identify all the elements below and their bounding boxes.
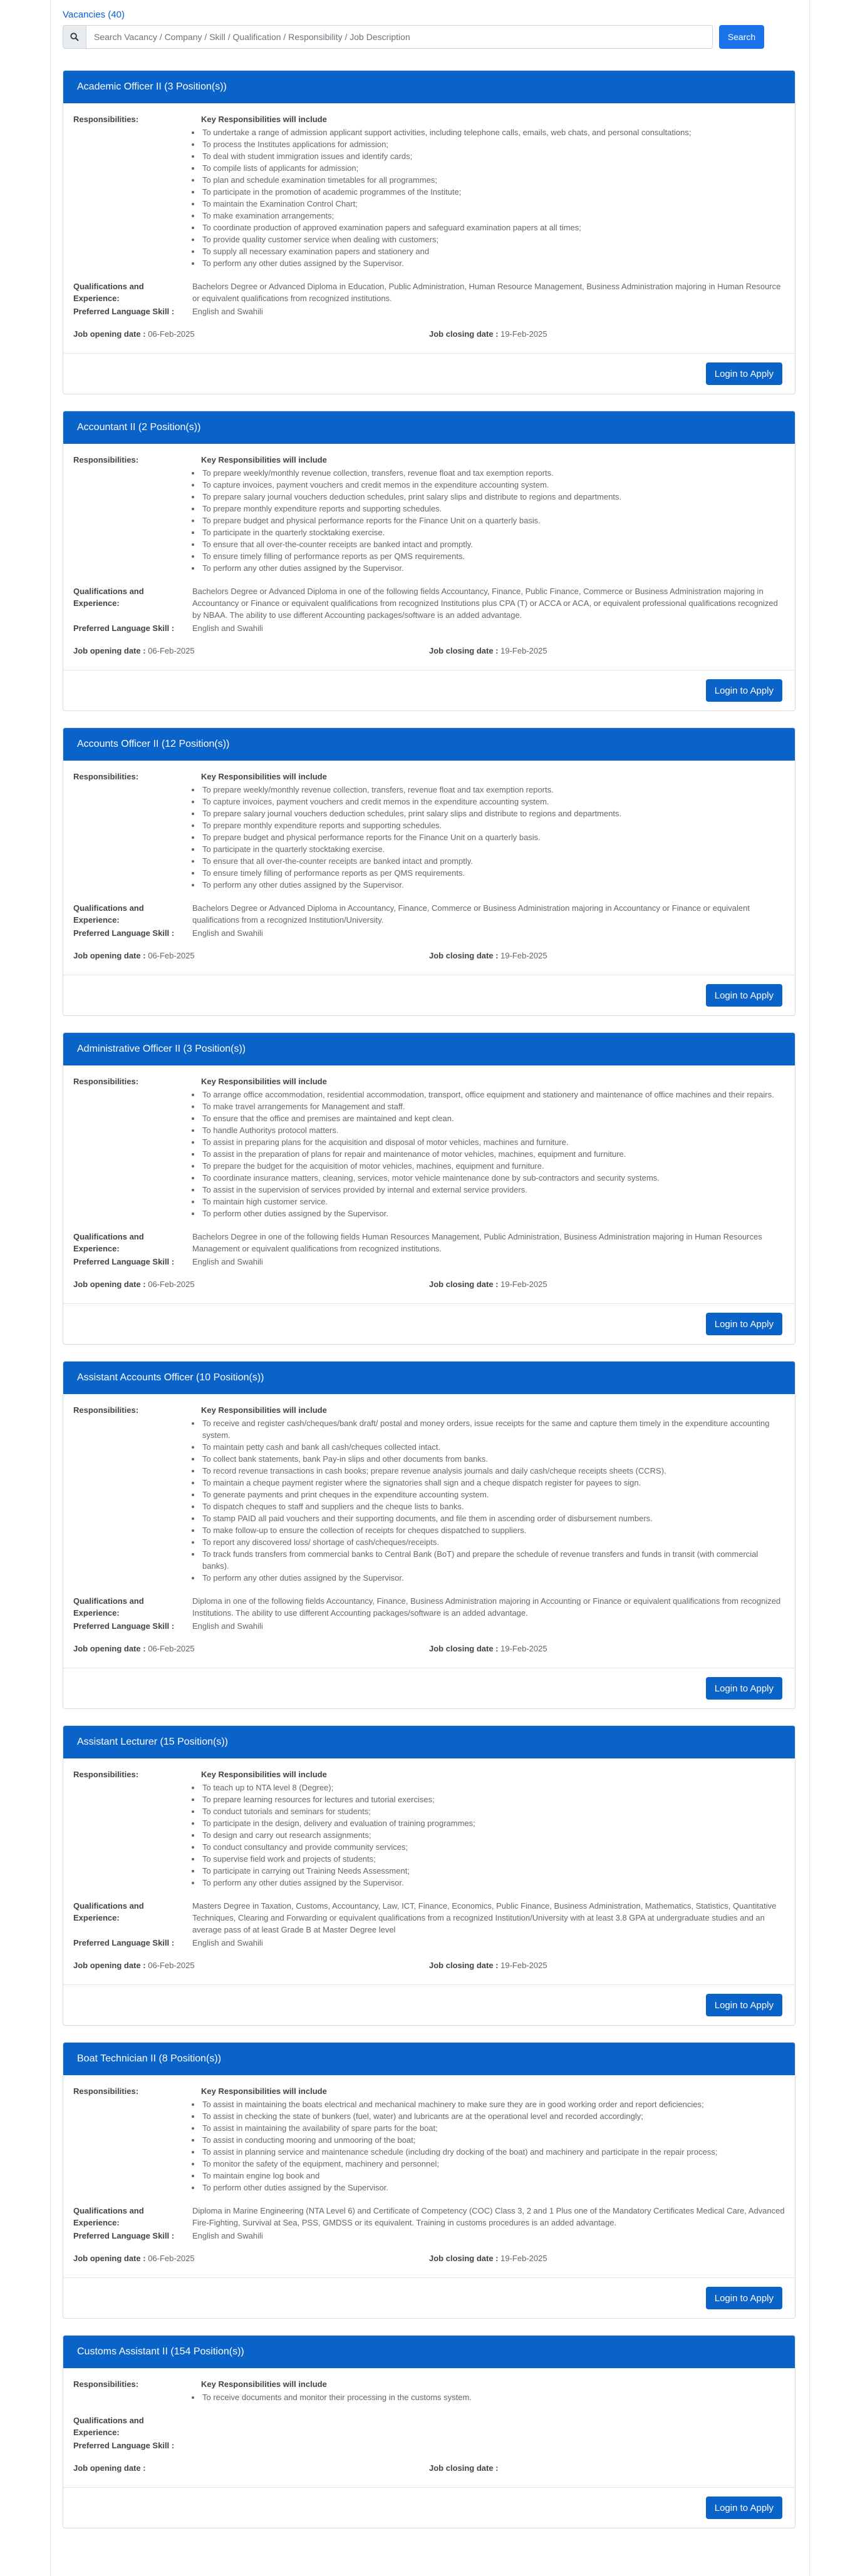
opening-date: Job opening date : 06-Feb-2025 — [73, 2254, 195, 2263]
vacancy-footer — [63, 2277, 795, 2318]
responsibility-item: • To assist in preparing plans for the acquisition and disposal of motor vehicles, machines and furniture. — [201, 1136, 785, 1148]
responsibility-item: • To prepare weekly/monthly revenue collection, transfers, revenue float and tax exemption reports. — [201, 784, 785, 796]
responsibility-item: • To generate payments and print cheques in the expenditure accounting system. — [201, 1489, 785, 1501]
vacancy-details — [63, 444, 795, 657]
responsibility-item: • To maintain the Examination Control Chart; — [201, 198, 785, 210]
responsibilities-label: Responsibilities: — [73, 115, 139, 124]
vacancy-details — [63, 103, 795, 341]
qualifications-label: Qualifications and Experience: — [73, 282, 144, 303]
vacancy-footer — [63, 1984, 795, 2025]
responsibilities-heading: Key Responsibilities will include — [201, 1770, 327, 1779]
responsibility-item: • To coordinate insurance matters, cleaning, services, motor vehicle maintenance done by sub-contractors and security systems. — [201, 1172, 785, 1184]
responsibility-item: • To receive documents and monitor their processing in the customs system. — [201, 2391, 785, 2403]
responsibilities-label: Responsibilities: — [73, 1405, 139, 1415]
vacancy-title[interactable]: Assistant Accounts Officer (10 Position(s)) — [63, 1362, 795, 1394]
responsibility-item: • To ensure that all over-the-counter receipts are banked intact and promptly. — [201, 538, 785, 550]
responsibility-item: • To participate in the quarterly stocktaking exercise. — [201, 843, 785, 855]
qualifications-value: Bachelors Degree or Advanced Diploma in one of the following fields Accountancy, Finance, Public Finance, Commerce or Business Administration majoring in Accountancy or Finance or equivalent qualifications from recognized Institutions plus CPA (T) or ACCA or ACA, or equivalent professional qualifications recognized by NBAA. The ability to use different Accounting packages/software is an added advantage. — [192, 587, 778, 620]
responsibilities-heading: Key Responsibilities will include — [201, 1405, 327, 1415]
login-to-apply-button[interactable]: Login to Apply — [706, 2496, 782, 2519]
vacancy-card — [63, 1032, 795, 1345]
vacancy-details — [63, 1394, 795, 1655]
vacancy-title[interactable]: Academic Officer II (3 Position(s)) — [63, 71, 795, 103]
language-value — [192, 2440, 785, 2451]
opening-date: Job opening date : 06-Feb-2025 — [73, 646, 195, 655]
responsibility-item: • To perform any other duties assigned by the Supervisor. — [201, 1877, 785, 1889]
login-to-apply-button[interactable]: Login to Apply — [706, 2287, 782, 2309]
vacancy-list — [63, 70, 795, 2545]
language-label: Preferred Language Skill : — [73, 1938, 175, 1947]
responsibility-item: • To perform any other duties assigned by the Supervisor. — [201, 562, 785, 574]
qualifications-value: Masters Degree in Taxation, Customs, Accountancy, Law, ICT, Finance, Economics, Public Finance, Business Administration, Mathematics, Statistics, Quantitative Techniques, Clearing and Forwarding or equivalent qualifications from a recognized Institution/University with at least 3.8 GPA at undergraduate studies and an average pass of at least Grade B at Master Degree level — [192, 1901, 777, 1934]
responsibilities-list — [192, 784, 785, 891]
responsibilities-heading: Key Responsibilities will include — [201, 455, 327, 464]
vacancy-title[interactable]: Accounts Officer II (12 Position(s)) — [63, 728, 795, 761]
language-value: English and Swahili — [192, 928, 263, 938]
responsibilities-label: Responsibilities: — [73, 455, 139, 464]
responsibility-item: • To capture invoices, payment vouchers and credit memos in the expenditure accounting system. — [201, 796, 785, 808]
responsibility-item: • To assist in conducting mooring and unmooring of the boat; — [201, 2134, 785, 2146]
responsibility-item: • To assist in maintaining the boats electrical and mechanical machinery to make sure they are in good working order and report deficiencies; — [201, 2098, 785, 2110]
vacancy-details — [63, 1065, 795, 1291]
responsibility-item: • To report any discovered loss/ shortage of cash/cheques/receipts. — [201, 1536, 785, 1548]
qualifications-label: Qualifications and Experience: — [73, 1596, 144, 1618]
responsibilities-label: Responsibilities: — [73, 1077, 139, 1086]
responsibility-item: • To prepare weekly/monthly revenue collection, transfers, revenue float and tax exemption reports. — [201, 467, 785, 479]
responsibility-item: • To maintain engine log book and — [201, 2170, 785, 2182]
responsibilities-heading: Key Responsibilities will include — [201, 2086, 327, 2096]
vacancy-footer — [63, 353, 795, 394]
responsibility-item: • To supervise field work and projects of students; — [201, 1853, 785, 1865]
responsibility-item: • To assist in planning service and maintenance schedule (including dry docking of the boat) and machinery and participate in the repair process; — [201, 2146, 785, 2158]
responsibility-item: • To handle Authoritys protocol matters. — [201, 1124, 785, 1136]
opening-date: Job opening date : 06-Feb-2025 — [73, 329, 195, 339]
search-input[interactable] — [86, 25, 713, 49]
language-value: English and Swahili — [192, 1938, 263, 1947]
qualifications-label: Qualifications and Experience: — [73, 2206, 144, 2227]
language-value: English and Swahili — [192, 1257, 263, 1266]
responsibility-item: • To conduct consultancy and provide community services; — [201, 1841, 785, 1853]
responsibility-item: • To participate in the design, delivery and evaluation of training programmes; — [201, 1817, 785, 1829]
vacancy-title[interactable]: Accountant II (2 Position(s)) — [63, 411, 795, 444]
responsibilities-heading: Key Responsibilities will include — [201, 1077, 327, 1086]
responsibility-item: • To make follow-up to ensure the collection of receipts for cheques dispatched to suppliers. — [201, 1524, 785, 1536]
language-label: Preferred Language Skill : — [73, 1621, 175, 1631]
responsibility-item: • To prepare the budget for the acquisition of motor vehicles, machines, equipment and furniture. — [201, 1160, 785, 1172]
search-button[interactable]: Search — [719, 25, 764, 49]
responsibility-item: • To maintain a cheque payment register where the signatories shall sign and a cheque dispatch register for payees to sign. — [201, 1477, 785, 1489]
language-value: English and Swahili — [192, 2231, 263, 2240]
vacancy-card — [63, 2042, 795, 2319]
qualifications-value: Bachelors Degree or Advanced Diploma in Education, Public Administration, Human Resource Management, Business Administration majoring in Human Resource or equivalent qualifications from recognized institutions. — [192, 282, 781, 303]
qualifications-value: Diploma in Marine Engineering (NTA Level 6) and Certificate of Competency (COC) Class 3, 2 and 1 Plus one of the Mandatory Certificates Medical Care, Advanced Fire-Fighting, Survival at Sea, PSS, GMDSS or its equivalent. Training in customs procedures is an added advantage. — [192, 2206, 785, 2227]
responsibility-item: • To undertake a range of admission applicant support activities, including telephone calls, emails, web chats, and personal consultations; — [201, 126, 785, 138]
responsibilities-label: Responsibilities: — [73, 2086, 139, 2096]
responsibility-item: • To capture invoices, payment vouchers and credit memos in the expenditure accounting system. — [201, 479, 785, 491]
responsibility-item: • To plan and schedule examination timetables for all programmes; — [201, 174, 785, 186]
qualifications-label: Qualifications and Experience: — [73, 1232, 144, 1253]
search-bar — [63, 25, 795, 49]
closing-date: Job closing date : 19-Feb-2025 — [429, 329, 547, 339]
responsibility-item: • To record revenue transactions in cash books; prepare revenue analysis journals and daily cash/cheque receipts sheets (CCRS). — [201, 1465, 785, 1477]
responsibility-item: • To dispatch cheques to staff and suppliers and the cheque lists to banks. — [201, 1501, 785, 1512]
opening-date: Job opening date : — [73, 2463, 146, 2473]
qualifications-label: Qualifications and Experience: — [73, 2416, 144, 2437]
vacancy-card — [63, 411, 795, 711]
qualifications-value — [192, 2414, 785, 2438]
closing-date: Job closing date : 19-Feb-2025 — [429, 1961, 547, 1970]
qualifications-label: Qualifications and Experience: — [73, 587, 144, 608]
login-to-apply-button[interactable]: Login to Apply — [706, 679, 782, 702]
responsibilities-heading: Key Responsibilities will include — [201, 772, 327, 781]
responsibility-item: • To collect bank statements, bank Pay-in slips and other documents from banks. — [201, 1453, 785, 1465]
vacancy-footer — [63, 975, 795, 1015]
responsibility-item: • To teach up to NTA level 8 (Degree); — [201, 1782, 785, 1793]
responsibility-item: • To perform any other duties assigned by the Supervisor. — [201, 879, 785, 891]
vacancy-footer — [63, 1668, 795, 1708]
responsibilities-label: Responsibilities: — [73, 1770, 139, 1779]
language-value: English and Swahili — [192, 307, 263, 316]
responsibility-item: • To prepare salary journal vouchers deduction schedules, print salary slips and distribute to regions and departments. — [201, 491, 785, 503]
responsibility-item: • To compile lists of applicants for admission; — [201, 162, 785, 174]
vacancy-card — [63, 727, 795, 1016]
closing-date: Job closing date : 19-Feb-2025 — [429, 1644, 547, 1653]
responsibility-item: • To prepare monthly expenditure reports and supporting schedules. — [201, 819, 785, 831]
responsibility-item: • To make travel arrangements for Management and staff. — [201, 1101, 785, 1112]
responsibility-item: • To coordinate production of approved examination papers and safeguard examination papers at all times; — [201, 222, 785, 233]
responsibility-item: • To prepare salary journal vouchers deduction schedules, print salary slips and distribute to regions and departments. — [201, 808, 785, 819]
responsibility-item: • To monitor the safety of the equipment, machinery and personnel; — [201, 2158, 785, 2170]
responsibility-item: • To ensure timely filling of performance reports as per QMS requirements. — [201, 550, 785, 562]
responsibility-item: • To perform other duties assigned by the Supervisor. — [201, 1208, 785, 1219]
vacancies-count-link[interactable]: Vacancies (40) — [63, 9, 125, 20]
responsibility-item: • To participate in the promotion of academic programmes of the Institute; — [201, 186, 785, 198]
vacancy-title[interactable]: Customs Assistant II (154 Position(s)) — [63, 2336, 795, 2368]
vacancy-card — [63, 70, 795, 394]
language-label: Preferred Language Skill : — [73, 928, 175, 938]
search-icon — [63, 25, 86, 49]
closing-date: Job closing date : 19-Feb-2025 — [429, 1280, 547, 1289]
responsibility-item: • To ensure timely filling of performance reports as per QMS requirements. — [201, 867, 785, 879]
responsibility-item: • To conduct tutorials and seminars for students; — [201, 1805, 785, 1817]
closing-date: Job closing date : 19-Feb-2025 — [429, 646, 547, 655]
responsibilities-list — [192, 2391, 785, 2403]
responsibilities-list — [192, 1417, 785, 1584]
vacancy-title[interactable]: Assistant Lecturer (15 Position(s)) — [63, 1726, 795, 1758]
qualifications-value: Bachelors Degree or Advanced Diploma in Accountancy, Finance, Commerce or Business Administration majoring in Accountancy or Finance or equivalent qualifications from a recognized Institution/University. — [192, 903, 750, 925]
language-value: English and Swahili — [192, 623, 263, 633]
responsibility-item: • To participate in carrying out Training Needs Assessment; — [201, 1865, 785, 1877]
responsibility-item: • To track funds transfers from commercial banks to Central Bank (BoT) and prepare the schedule of revenue transfers and funds in transit (with commercial banks). — [201, 1548, 785, 1572]
vacancy-footer — [63, 2487, 795, 2528]
responsibility-item: • To perform other duties assigned by the Supervisor. — [201, 2182, 785, 2194]
responsibilities-list — [192, 1782, 785, 1889]
opening-date: Job opening date : 06-Feb-2025 — [73, 1961, 195, 1970]
responsibility-item: • To prepare budget and physical performance reports for the Finance Unit on a quarterly basis. — [201, 831, 785, 843]
vacancy-title[interactable]: Administrative Officer II (3 Position(s)) — [63, 1033, 795, 1065]
opening-date: Job opening date : 06-Feb-2025 — [73, 951, 195, 960]
responsibility-item: • To process the Institutes applications for admission; — [201, 138, 785, 150]
responsibility-item: • To assist in checking the state of bunkers (fuel, water) and lubricants are at the operational level and recorded accordingly; — [201, 2110, 785, 2122]
responsibilities-label: Responsibilities: — [73, 2379, 139, 2389]
responsibility-item: • To provide quality customer service when dealing with customers; — [201, 233, 785, 245]
language-value: English and Swahili — [192, 1621, 263, 1631]
closing-date: Job closing date : — [429, 2463, 499, 2473]
responsibilities-heading: Key Responsibilities will include — [201, 2379, 327, 2389]
vacancy-card — [63, 1725, 795, 2026]
responsibility-item: • To perform any other duties assigned by the Supervisor. — [201, 1572, 785, 1584]
responsibility-item: • To assist in the supervision of services provided by internal and external service providers. — [201, 1184, 785, 1196]
vacancy-title[interactable]: Boat Technician II (8 Position(s)) — [63, 2043, 795, 2075]
responsibilities-list — [192, 2098, 785, 2194]
vacancy-details — [63, 2368, 795, 2475]
responsibility-item: • To ensure that the office and premises are maintained and kept clean. — [201, 1112, 785, 1124]
qualifications-value: Diploma in one of the following fields Accountancy, Finance, Business Administration majoring in Accounting or Finance or equivalent qualifications from recognized Institutions. The ability to use different Accounting packages/software is an added advantage. — [192, 1596, 781, 1618]
language-label: Preferred Language Skill : — [73, 1257, 175, 1266]
responsibility-item: • To participate in the quarterly stocktaking exercise. — [201, 526, 785, 538]
responsibilities-label: Responsibilities: — [73, 772, 139, 781]
vacancy-card — [63, 2335, 795, 2528]
vacancy-card — [63, 1361, 795, 1709]
login-to-apply-button[interactable]: Login to Apply — [706, 1677, 782, 1700]
vacancy-details — [63, 2075, 795, 2265]
language-label: Preferred Language Skill : — [73, 623, 175, 633]
responsibilities-list — [192, 1089, 785, 1219]
responsibility-item: • To supply all necessary examination papers and stationery and — [201, 245, 785, 257]
responsibility-item: • To assist in maintaining the availability of spare parts for the boat; — [201, 2122, 785, 2134]
responsibility-item: • To receive and register cash/cheques/bank draft/ postal and money orders, issue receipts for the same and capture them timely in the expenditure accounting system. — [201, 1417, 785, 1441]
vacancy-details — [63, 1758, 795, 1972]
language-label: Preferred Language Skill : — [73, 2441, 175, 2450]
responsibility-item: • To prepare learning resources for lectures and tutorial exercises; — [201, 1793, 785, 1805]
closing-date: Job closing date : 19-Feb-2025 — [429, 2254, 547, 2263]
login-to-apply-button[interactable]: Login to Apply — [706, 362, 782, 385]
responsibility-item: • To make examination arrangements; — [201, 210, 785, 222]
responsibility-item: • To arrange office accommodation, residential accommodation, transport, office equipment and stationery and maintenance of office machines and their repairs. — [201, 1089, 785, 1101]
opening-date: Job opening date : 06-Feb-2025 — [73, 1644, 195, 1653]
qualifications-value: Bachelors Degree in one of the following fields Human Resources Management, Public Administration, Business Administration majoring in Human Resources Management or equivalent qualifications from recognized institutions. — [192, 1232, 762, 1253]
qualifications-label: Qualifications and Experience: — [73, 1901, 144, 1922]
responsibility-item: • To prepare monthly expenditure reports and supporting schedules. — [201, 503, 785, 515]
responsibility-item: • To maintain petty cash and bank all cash/cheques collected intact. — [201, 1441, 785, 1453]
responsibilities-heading: Key Responsibilities will include — [201, 115, 327, 124]
login-to-apply-button[interactable]: Login to Apply — [706, 984, 782, 1007]
responsibility-item: • To design and carry out research assignments; — [201, 1829, 785, 1841]
closing-date: Job closing date : 19-Feb-2025 — [429, 951, 547, 960]
vacancy-footer — [63, 1303, 795, 1344]
qualifications-label: Qualifications and Experience: — [73, 903, 144, 925]
login-to-apply-button[interactable]: Login to Apply — [706, 1994, 782, 2016]
vacancy-footer — [63, 670, 795, 711]
vacancy-details — [63, 761, 795, 962]
opening-date: Job opening date : 06-Feb-2025 — [73, 1280, 195, 1289]
responsibility-item: • To prepare budget and physical performance reports for the Finance Unit on a quarterly basis. — [201, 515, 785, 526]
responsibilities-list — [192, 126, 785, 269]
responsibility-item: • To perform any other duties assigned by the Supervisor. — [201, 257, 785, 269]
responsibilities-list — [192, 467, 785, 574]
responsibility-item: • To assist in the preparation of plans for repair and maintenance of motor vehicles, machines, equipment and furniture. — [201, 1148, 785, 1160]
responsibility-item: • To ensure that all over-the-counter receipts are banked intact and promptly. — [201, 855, 785, 867]
language-label: Preferred Language Skill : — [73, 2231, 175, 2240]
responsibility-item: • To stamp PAID all paid vouchers and their supporting documents, and file them in ascending order of disbursement numbers. — [201, 1512, 785, 1524]
language-label: Preferred Language Skill : — [73, 307, 175, 316]
responsibility-item: • To deal with student immigration issues and identify cards; — [201, 150, 785, 162]
responsibility-item: • To maintain high customer service. — [201, 1196, 785, 1208]
login-to-apply-button[interactable]: Login to Apply — [706, 1313, 782, 1335]
